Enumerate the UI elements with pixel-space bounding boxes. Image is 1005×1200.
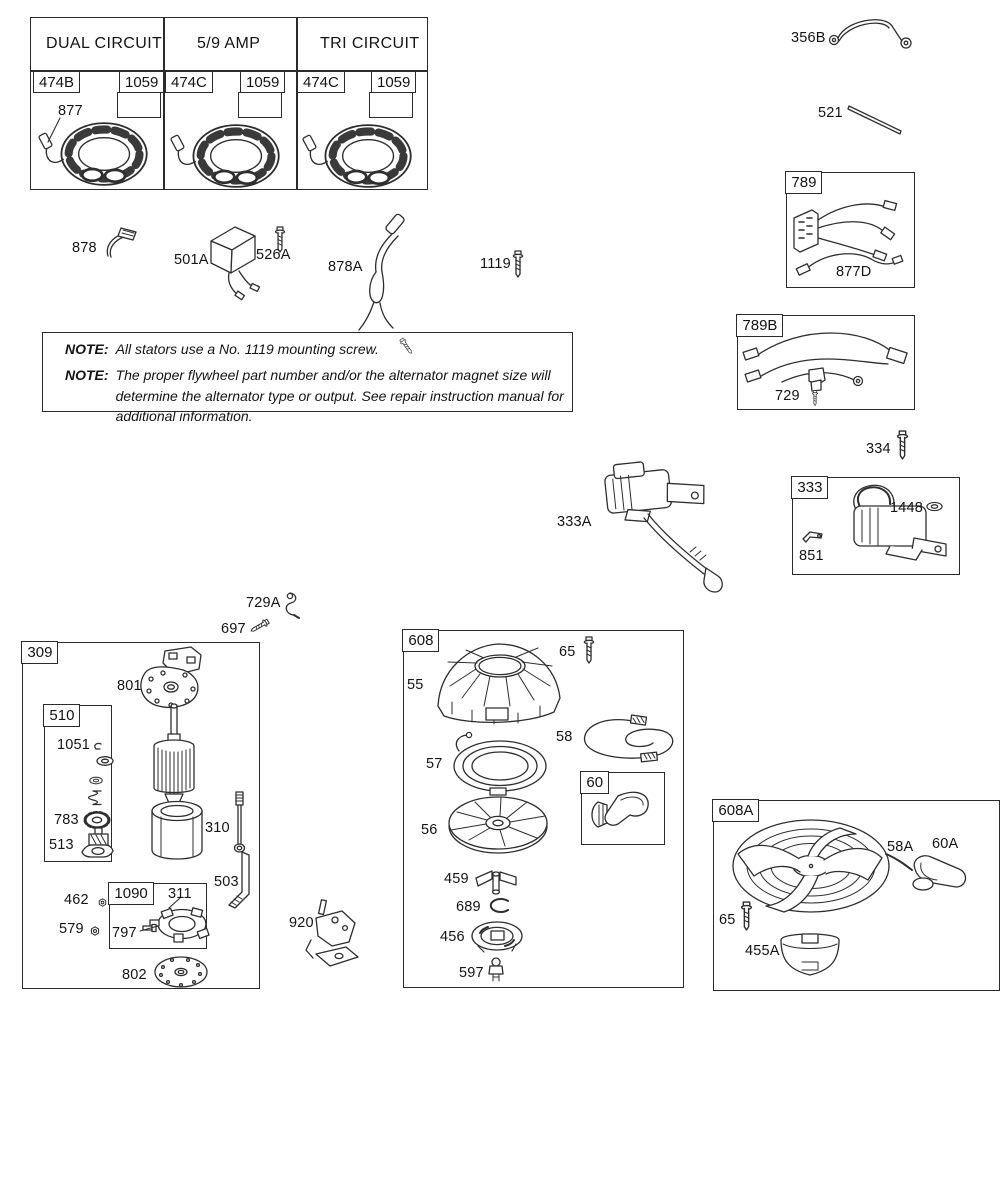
part-label-58: 58 <box>556 729 573 745</box>
part-tag-1059-col2: 1059 <box>240 71 285 93</box>
part-label-456: 456 <box>440 929 465 945</box>
column-title-dual-circuit: DUAL CIRCUIT <box>46 35 163 52</box>
part-tag-1059-col1: 1059 <box>119 71 164 93</box>
group-tag-309: 309 <box>21 641 58 663</box>
part-label-513: 513 <box>49 837 74 853</box>
group-tag-789B: 789B <box>736 314 783 336</box>
part-label-1448: 1448 <box>890 500 924 516</box>
part-label-878A: 878A <box>328 259 363 275</box>
part-label-920: 920 <box>289 915 314 931</box>
part-label-729: 729 <box>775 388 800 404</box>
part-label-1119: 1119 <box>480 256 511 272</box>
part-label-797: 797 <box>112 925 137 941</box>
part-label-503: 503 <box>214 874 239 890</box>
part-label-579: 579 <box>59 921 84 937</box>
part-tag-1059-col3: 1059 <box>371 71 416 93</box>
part-label-356B: 356B <box>791 30 826 46</box>
part-tag-474C-col3: 474C <box>297 71 345 93</box>
column-title-tri-circuit: TRI CIRCUIT <box>320 35 420 52</box>
part-label-697: 697 <box>221 621 246 637</box>
part-label-877: 877 <box>58 103 83 119</box>
part-label-57: 57 <box>426 756 443 772</box>
part-label-462: 462 <box>64 892 89 908</box>
part-label-455A: 455A <box>745 943 780 959</box>
part-label-333A: 333A <box>557 514 592 530</box>
hardware-icons-col2 <box>238 92 282 118</box>
part-label-65-608: 65 <box>559 644 576 660</box>
part-label-334: 334 <box>866 441 891 457</box>
part-label-56: 56 <box>421 822 438 838</box>
note-1 <box>43 339 572 359</box>
part-label-526A: 526A <box>256 247 291 263</box>
group-tag-789: 789 <box>785 171 822 193</box>
note-box <box>42 332 573 424</box>
note-2-text: The proper flywheel part number and/or the alternator magnet size will determine the alternator type or output. See repair instruction manual for additional information. <box>115 367 564 424</box>
note-1-text: All stators use a No. 1119 mounting screw. <box>115 341 379 357</box>
part-label-851: 851 <box>799 548 824 564</box>
group-tag-608A: 608A <box>712 799 759 821</box>
part-label-58A: 58A <box>887 839 914 855</box>
part-label-783: 783 <box>54 812 79 828</box>
hardware-icons-col1 <box>117 92 161 118</box>
note-1-label: NOTE: <box>65 341 109 357</box>
part-label-459: 459 <box>444 871 469 887</box>
part-label-310: 310 <box>205 820 230 836</box>
part-tag-474C-col2: 474C <box>165 71 213 93</box>
group-tag-608: 608 <box>402 629 439 651</box>
column-title-5-9-amp: 5/9 AMP <box>197 35 261 52</box>
group-tag-1090: 1090 <box>108 882 153 904</box>
part-label-521: 521 <box>818 105 843 121</box>
group-tag-333: 333 <box>791 476 828 498</box>
part-label-878: 878 <box>72 240 97 256</box>
part-label-729A: 729A <box>246 595 281 611</box>
hardware-icons-col3 <box>369 92 413 118</box>
note-2 <box>43 365 572 426</box>
part-label-65-608A: 65 <box>719 912 736 928</box>
part-label-689: 689 <box>456 899 481 915</box>
part-label-55: 55 <box>407 677 424 693</box>
part-tag-474B: 474B <box>33 71 80 93</box>
group-tag-510: 510 <box>43 704 80 726</box>
part-label-801: 801 <box>117 678 142 694</box>
part-label-311: 311 <box>168 886 192 902</box>
part-label-60A: 60A <box>932 836 959 852</box>
screw-icon-inline <box>395 339 419 355</box>
group-tag-60: 60 <box>580 771 609 793</box>
part-label-1051: 1051 <box>57 737 91 753</box>
note-2-label: NOTE: <box>65 367 109 384</box>
part-label-597: 597 <box>459 965 484 981</box>
part-label-802: 802 <box>122 967 147 983</box>
part-label-877D: 877D <box>836 264 872 280</box>
part-label-501A: 501A <box>174 252 209 268</box>
